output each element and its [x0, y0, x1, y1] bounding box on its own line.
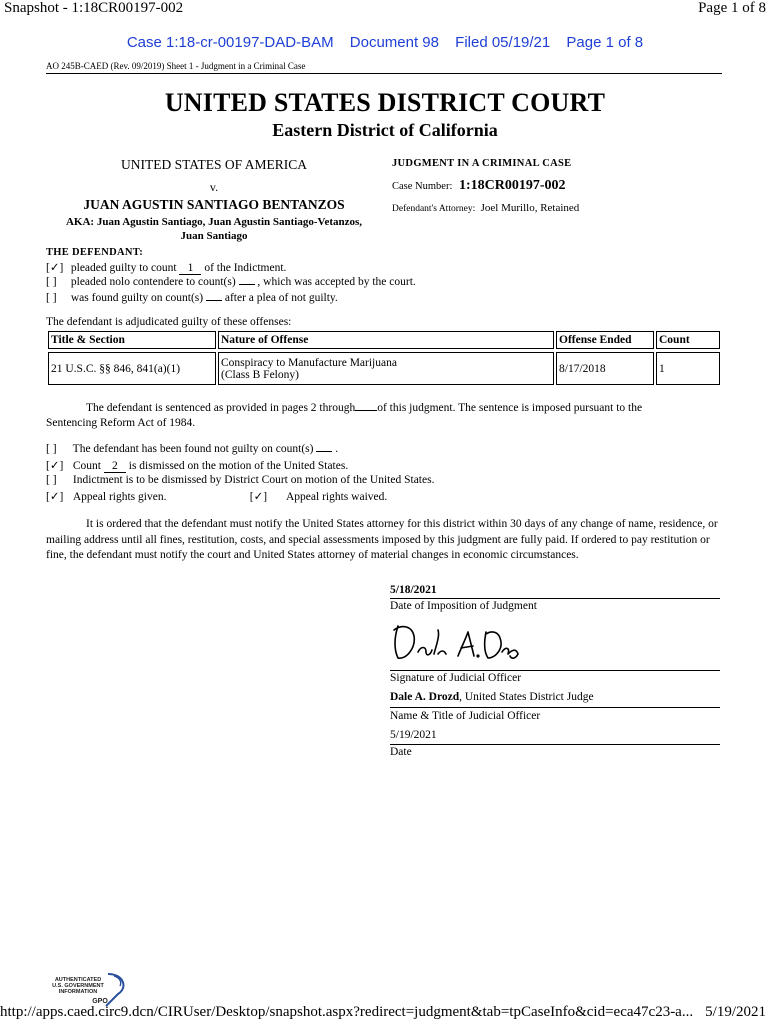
- plea-row-found-guilty: [46, 292, 338, 304]
- table-row: [48, 352, 720, 385]
- checkbox-checked: [✓]: [46, 491, 64, 503]
- judicial-officer-name: Dale A. Drozd: [390, 691, 460, 703]
- plaintiff-name: UNITED STATES OF AMERICA: [120, 157, 308, 172]
- ecf-page-number: Page 1 of 8: [566, 34, 644, 51]
- plea-text: pleaded nolo contendere to count(s): [70, 276, 236, 288]
- aka-line-1: AKA: Juan Agustin Santiago, Juan Agustin Santiago-Vetanzos,: [65, 216, 363, 228]
- disposition-text: The defendant has been found not guilty on count(s): [72, 443, 314, 455]
- aka-line-2: Juan Santiago: [180, 230, 248, 242]
- checkbox-unchecked: [ ]: [46, 292, 57, 304]
- ecf-filing-header: [0, 34, 770, 51]
- ecf-case-number: Case 1:18-cr-00197-DAD-BAM: [126, 34, 334, 51]
- sentence-line-2: Sentencing Reform Act of 1984.: [46, 417, 196, 429]
- sentence-paragraph: [46, 401, 726, 431]
- checkbox-unchecked: [ ]: [46, 474, 57, 486]
- ecf-filed-date: Filed 05/19/21: [455, 34, 551, 51]
- header-nature-of-offense: Nature of Offense: [218, 331, 554, 349]
- disposition-count-dismissed: [46, 458, 348, 473]
- snapshot-url: http://apps.caed.circ9.dcn/CIRUser/Desktop/snapshot.aspx?redirect=judgment&tab=tpCaseInfo&cid=eca47c23-a...: [0, 1004, 694, 1020]
- gpo-authenticated-logo: [44, 972, 134, 1008]
- appeal-rights-given: Appeal rights given.: [72, 491, 167, 503]
- plea-count-blank: [239, 284, 255, 285]
- gpo-line-1: AUTHENTICATED: [54, 977, 102, 983]
- signature-rule: [390, 707, 720, 708]
- disposition-text: Indictment is to be dismissed by District Court on motion of the United States.: [72, 474, 435, 486]
- disposition-text: Count: [72, 460, 101, 472]
- disposition-indictment: [46, 474, 434, 486]
- snapshot-title: Snapshot - 1:18CR00197-002: [4, 0, 184, 16]
- form-identifier: AO 245B-CAED (Rev. 09/2019) Sheet 1 - Judgment in a Criminal Case: [46, 61, 306, 71]
- attorney-label: Defendant's Attorney:: [392, 204, 476, 214]
- checkbox-checked: [✓]: [249, 491, 268, 503]
- snapshot-page-number: Page 1 of 8: [698, 0, 766, 16]
- header-count: Count: [656, 331, 720, 349]
- checkbox-checked: [✓]: [46, 262, 64, 274]
- imposition-date: 5/18/2021: [390, 584, 437, 596]
- checkbox-unchecked: [ ]: [46, 276, 57, 288]
- signature-label: Signature of Judicial Officer: [390, 672, 522, 684]
- header-offense-ended: Offense Ended: [556, 331, 654, 349]
- gpo-line-3: INFORMATION: [58, 989, 98, 995]
- cell-title-section: 21 U.S.C. §§ 846, 841(a)(1): [48, 352, 216, 385]
- ecf-document-number: Document 98: [349, 34, 439, 51]
- form-divider: [46, 73, 722, 74]
- defendant-aka: [46, 215, 382, 243]
- plea-row-nolo: [46, 276, 416, 288]
- offenses-table: [46, 331, 722, 385]
- case-number-field: [392, 178, 566, 194]
- gpo-line-2: U.S. GOVERNMENT: [52, 983, 104, 989]
- dismissed-count-blank: 2: [104, 460, 126, 473]
- cell-nature-of-offense: [218, 352, 554, 385]
- header-title-section: Title & Section: [48, 331, 216, 349]
- attorney-value: Joel Murillo, Retained: [480, 202, 580, 214]
- plea-count-blank: [206, 300, 222, 301]
- gpo-mark: GPO: [92, 998, 108, 1005]
- plea-text-post: after a plea of not guilty.: [224, 292, 338, 304]
- judgment-title: JUDGMENT IN A CRIMINAL CASE: [392, 158, 572, 169]
- appeal-rights-waived: Appeal rights waived.: [286, 491, 388, 503]
- defendant-name: JUAN AGUSTIN SANTIAGO BENTANZOS: [83, 197, 345, 212]
- cell-offense-ended: 8/17/2018: [556, 352, 654, 385]
- adjudicated-intro: The defendant is adjudicated guilty of these offenses:: [46, 316, 292, 328]
- sentence-text-post: of this judgment. The sentence is imposed pursuant to the: [377, 402, 643, 414]
- notify-paragraph: [46, 517, 722, 564]
- plea-text-post: of the Indictment.: [204, 262, 287, 274]
- plea-text: pleaded guilty to count: [70, 262, 177, 274]
- judge-signature: [388, 618, 528, 666]
- the-defendant-heading: THE DEFENDANT:: [46, 247, 144, 258]
- eagle-icon: [106, 974, 123, 1006]
- case-number-label: Case Number:: [392, 181, 453, 192]
- nature-line-1: Conspiracy to Manufacture Marijuana: [221, 356, 397, 369]
- plea-row-guilty: [46, 260, 286, 275]
- disposition-text-post: is dismissed on the motion of the United States.: [128, 460, 349, 472]
- offenses-header-row: [48, 331, 720, 349]
- disposition-text-post: .: [335, 443, 339, 455]
- plea-text-post: , which was accepted by the court.: [257, 276, 416, 288]
- name-title-label: Name & Title of Judicial Officer: [390, 710, 541, 722]
- sentence-text: The defendant is sentenced as provided in pages 2 through: [86, 402, 356, 414]
- signature-date: 5/19/2021: [390, 729, 437, 741]
- court-title: UNITED STATES DISTRICT COURT: [164, 88, 606, 117]
- nature-line-2: (Class B Felony): [221, 368, 299, 381]
- checkbox-unchecked: [ ]: [46, 443, 57, 455]
- checkbox-checked: [✓]: [46, 460, 64, 472]
- imposition-date-label: Date of Imposition of Judgment: [390, 600, 537, 612]
- judicial-officer-line: [390, 691, 594, 703]
- judicial-officer-title: , United States District Judge: [459, 691, 594, 703]
- district-name: Eastern District of California: [272, 120, 498, 140]
- defendant-attorney-field: [392, 202, 579, 214]
- snapshot-date: 5/19/2021: [705, 1004, 766, 1020]
- cell-count: 1: [656, 352, 720, 385]
- date-label: Date: [390, 746, 412, 758]
- signature-rule: [390, 598, 720, 599]
- versus: v.: [209, 180, 219, 194]
- notify-text: It is ordered that the defendant must notify the United States attorney for this district within 30 days of any change of name, residence, or mailing address until all fines, restitution, costs, and special assessments imposed by this judgment are fully paid. If ordered to pay restitution or fine, the defendant must notify the court and United States attorney of material changes in economic circumstances.: [46, 518, 718, 561]
- disposition-not-guilty: [46, 443, 338, 455]
- signature-rule: [390, 744, 720, 745]
- case-number-value: 1:18CR00197-002: [459, 178, 566, 193]
- signature-rule: [390, 670, 720, 671]
- appeal-rights-row: [46, 489, 387, 503]
- plea-count-blank: 1: [179, 262, 201, 275]
- plea-text: was found guilty on count(s): [70, 292, 204, 304]
